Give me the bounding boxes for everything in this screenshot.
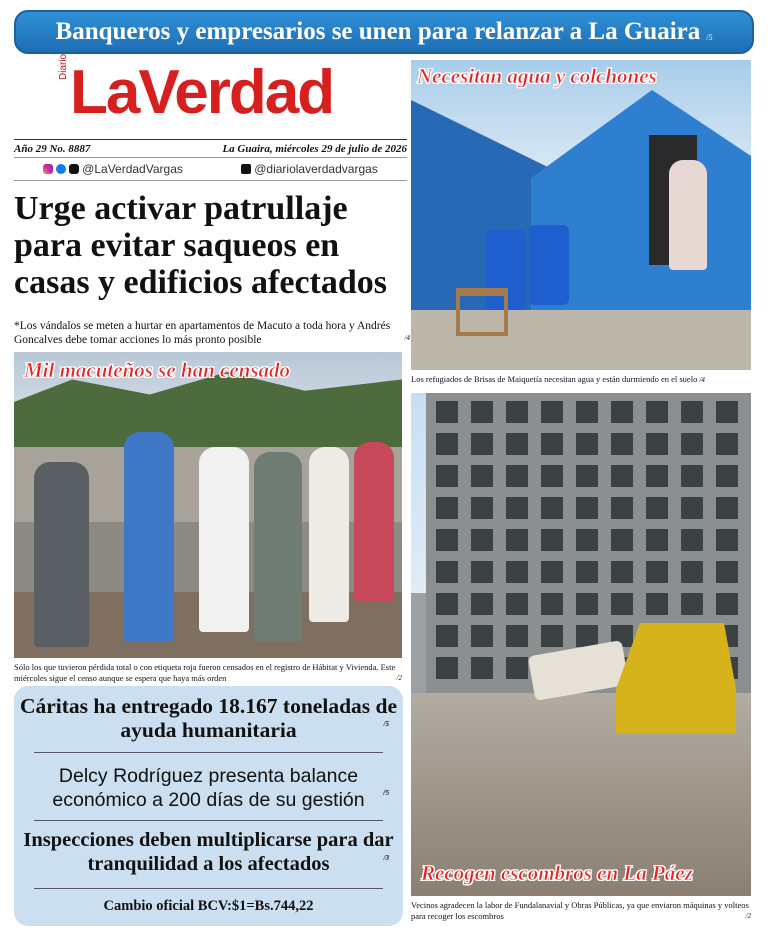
facebook-icon: [56, 164, 66, 174]
photo-tents-title: Necesitan agua y colchones: [417, 64, 657, 88]
banner-headline: Banqueros y empresarios se unen para relanzar a La Guaira: [55, 18, 701, 45]
exchange-rate: Cambio oficial BCV:$1=Bs.744,22: [103, 898, 314, 914]
briefs-box: [14, 686, 403, 926]
top-banner[interactable]: [14, 10, 754, 54]
main-summary: [14, 319, 410, 347]
brief-divider: [34, 820, 383, 821]
photo-crowd-caption: [14, 662, 402, 684]
main-summary-text: *Los vándalos se meten a hurtar en apartamentos de Macuto a toda hora y Andrés Goncalves debe tomar acciones lo más pronto posible: [14, 320, 391, 346]
photo-tents[interactable]: [411, 60, 751, 370]
main-headline[interactable]: Urge activar patrullaje para evitar saqueos en casas y edificios afectados: [14, 190, 388, 301]
brief-divider: [34, 888, 383, 889]
brief-divider: [34, 752, 383, 753]
brief-caritas[interactable]: [14, 694, 403, 742]
photo-crowd-ref: /2: [396, 674, 402, 682]
photo-tents-caption-text: Los refugiados de Brisas de Maiquetía necesitan agua y están durmiendo en el suelo: [411, 374, 698, 384]
photo-crowd-caption-text: Sólo los que tuvieron pérdida total o con etiqueta roja fueron censados en el registro de Hábitat y Vivienda. Este miércoles sigue el censo aunque se espera que haya más orden: [14, 662, 396, 683]
social-handle-right: @diariolaverdadvargas: [254, 162, 378, 176]
photo-tents-caption: [411, 374, 751, 386]
main-summary-ref: /4: [404, 334, 410, 342]
dateline: La Guaira, miércoles 29 de julio de 2026: [222, 142, 407, 155]
photo-rubble-caption-text: Vecinos agradecen la labor de Fundalanavial y Obras Públicas, ya que enviaron máquinas y volteos para recoger los escombros: [411, 900, 749, 921]
banner-page-ref: /5: [706, 32, 713, 42]
social-bar: [14, 157, 407, 181]
brief-inspecciones[interactable]: [14, 828, 403, 876]
social-right[interactable]: [241, 162, 378, 176]
photo-tents-ref: /4: [699, 376, 705, 384]
photo-rubble-ref: /2: [745, 912, 751, 920]
brief-delcy-text: Delcy Rodríguez presenta balance económico a 200 días de su gestión: [52, 765, 365, 811]
masthead-logo: LaVerdad: [70, 58, 334, 127]
photo-crowd-title: Mil macuteños se han censado: [24, 358, 291, 382]
social-handle-left: @LaVerdadVargas: [82, 162, 183, 176]
brief-caritas-ref: /5: [383, 720, 389, 728]
social-left[interactable]: [43, 162, 183, 176]
photo-rubble-caption: [411, 900, 751, 922]
brief-delcy-ref: /5: [383, 790, 389, 797]
instagram-icon: [43, 164, 53, 174]
brief-delcy[interactable]: [14, 764, 403, 812]
x-icon: [69, 164, 79, 174]
photo-crowd[interactable]: [14, 352, 402, 658]
photo-rubble[interactable]: [411, 393, 751, 896]
brief-inspecciones-text: Inspecciones deben multiplicarse para dar tranquilidad a los afectados: [23, 829, 394, 875]
masthead-info-bar: [14, 139, 407, 155]
masthead-diario: Diario: [58, 53, 69, 80]
brief-inspecciones-ref: /3: [383, 854, 389, 862]
edition-number: Año 29 No. 8887: [14, 142, 91, 155]
photo-rubble-title: Recogen escombros en La Páez: [421, 861, 693, 885]
brief-caritas-text: Cáritas ha entregado 18.167 toneladas de ayuda humanitaria: [19, 694, 398, 742]
tiktok-icon: [241, 164, 251, 174]
